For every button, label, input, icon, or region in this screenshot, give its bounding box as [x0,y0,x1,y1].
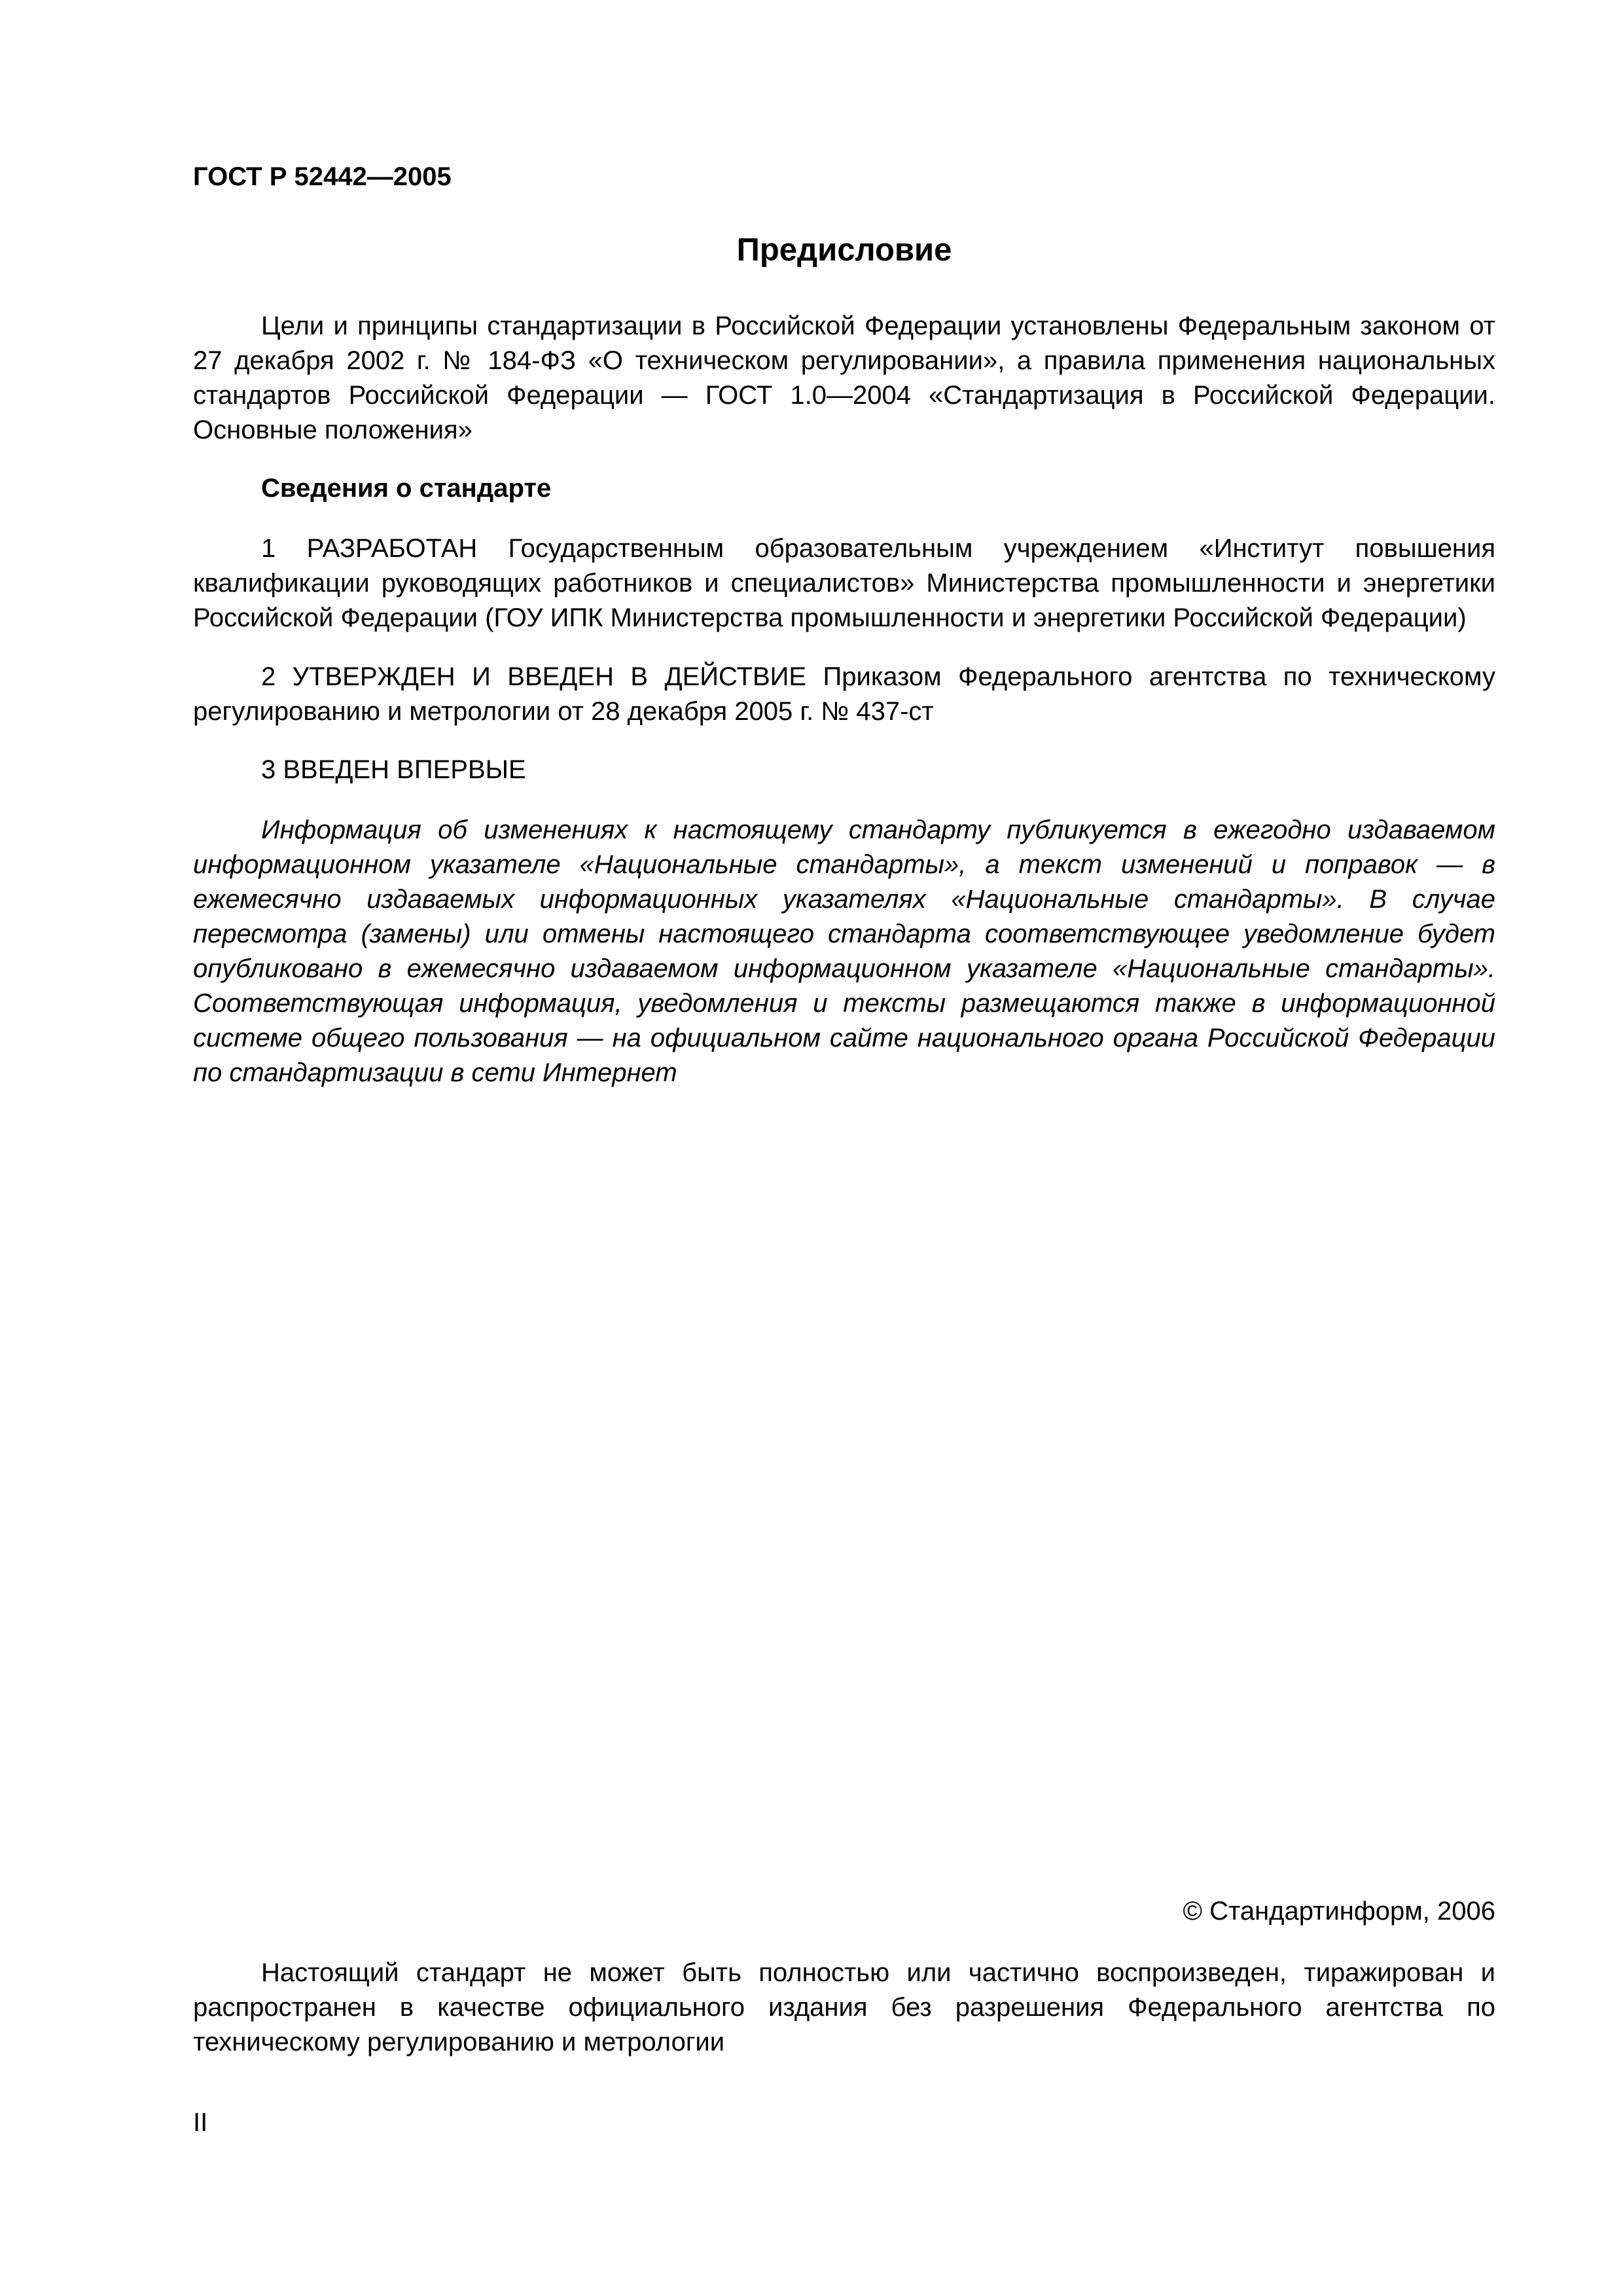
standard-info-item-2-block [193,660,1495,729]
intro-paragraph: Цели и принципы стандартизации в Российской Федерации установлены Федеральным законом от 27 декабря 2002 г. № 184-ФЗ «О техническом регулировании», а правила применения национальных стандартов Российской Федерации — ГОСТ 1.0—2004 «Стандартизация в Российской Федерации. Основные положения» [193,312,1495,444]
page-number: II [193,2108,208,2137]
change-notice-block [193,813,1495,1090]
standard-info-item: 3 ВВЕДЕН ВПЕРВЫЕ [261,755,526,784]
reproduction-notice-block [193,1956,1495,2060]
standard-info-item: 2 УТВЕРЖДЕН И ВВЕДЕН В ДЕЙСТВИЕ Приказом Федерального агентства по техническому регулированию и метрологии от 28 декабря 2005 г. № 437-ст [193,662,1495,726]
standard-info-item-1-block [193,531,1495,636]
copyright: © Стандартинформ, 2006 [1183,1897,1495,1926]
change-notice: Информация об изменениях к настоящему стандарту публикуется в ежегодно издаваемом информационном указателе «Национальные стандарты», а текст изменений и поправок — в ежемесячно издаваемых информационных указателях «Национальные стандарты». В случае пересмотра (замены) или отмены настоящего стандарта соответствующее уведомление будет опубликовано в ежемесячно издаваемом информационном указателе «Национальные стандарты». Соответствующая информация, уведомления и тексты размещаются также в информационной системе общего пользования — на официальном сайте национального органа Российской Федерации по стандартизации в сети Интернет [193,816,1495,1087]
standard-info-item: 1 РАЗРАБОТАН Государственным образовательным учреждением «Институт повышения квалификации руководящих работников и специалистов» Министерства промышленности и энергетики Российской Федерации (ГОУ ИПК Министерства промышленности и энергетики Российской Федерации) [193,534,1495,632]
reproduction-notice: Настоящий стандарт не может быть полностью или частично воспроизведен, тиражирован и распространен в качестве официального издания без разрешения Федерального агентства по техническому регулированию и метрологии [193,1958,1495,2056]
standard-info-heading: Сведения о стандарте [261,474,552,503]
document-code: ГОСТ Р 52442—2005 [193,162,452,191]
standard-info-heading-block [193,471,1495,506]
standard-info-item-3-block [193,753,1495,787]
page-title: Предисловие [736,232,952,268]
intro-section [193,309,1495,448]
